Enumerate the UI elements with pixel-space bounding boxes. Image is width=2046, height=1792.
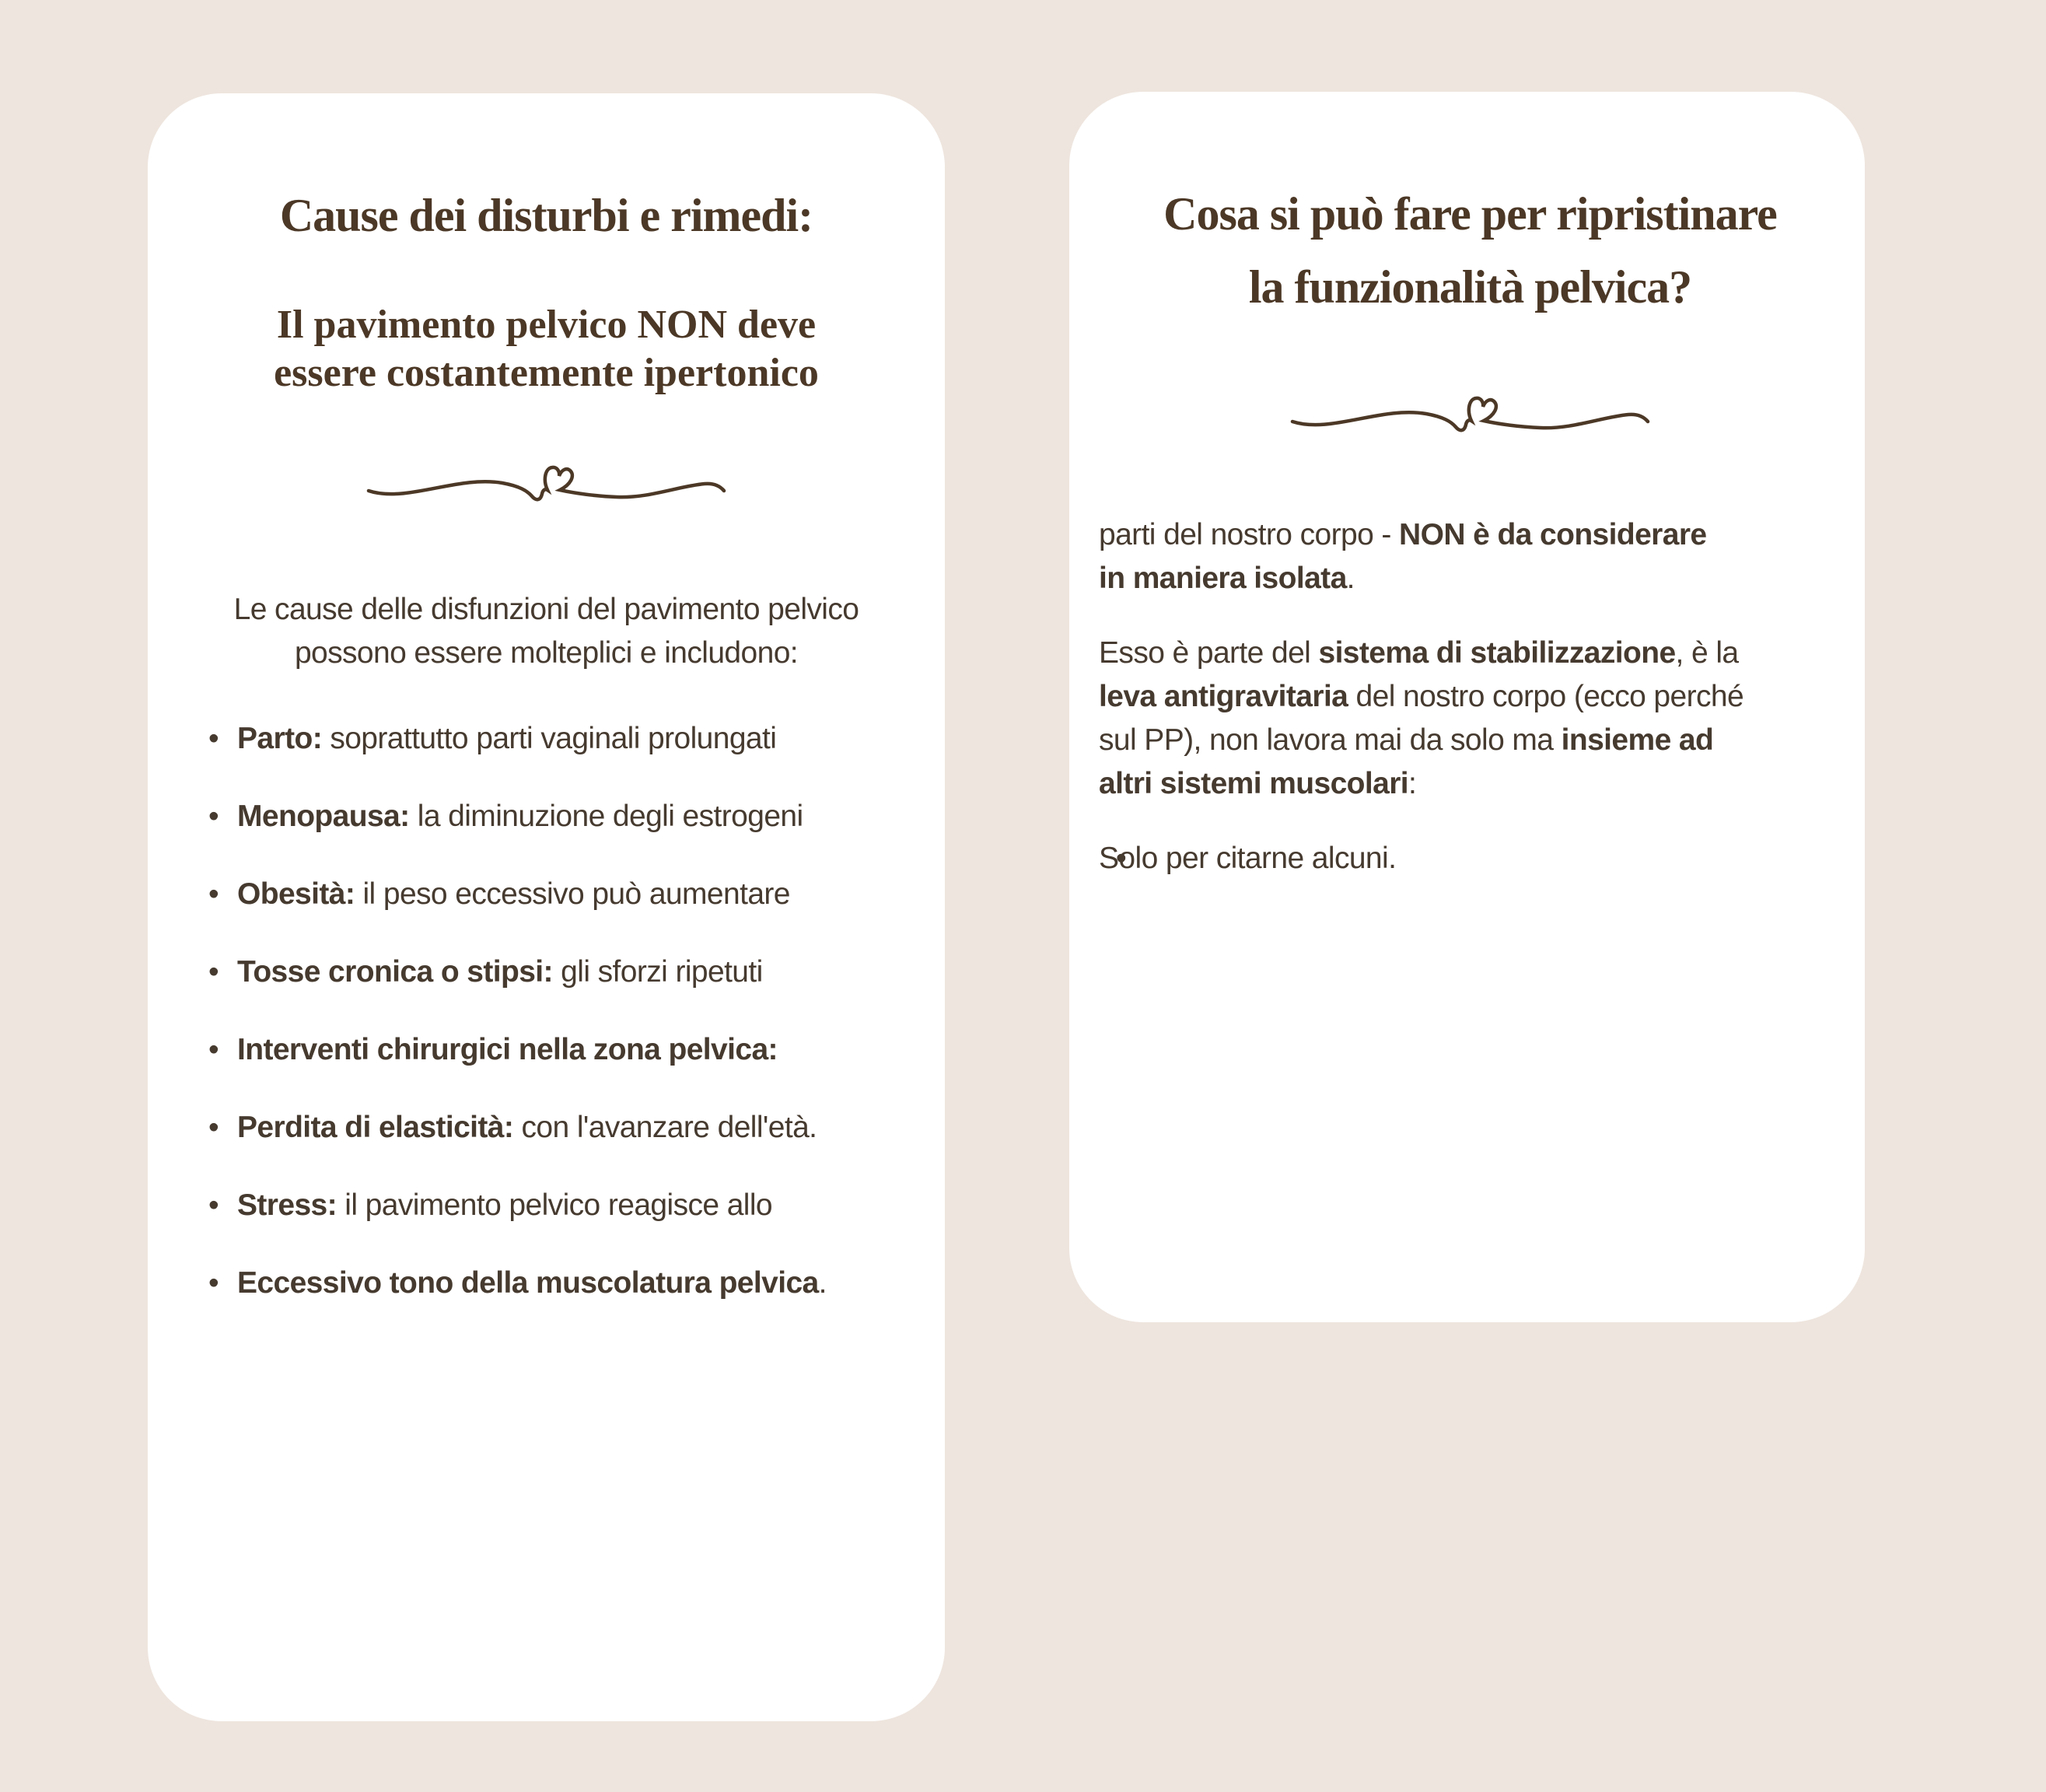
text-line: [1099, 762, 1841, 806]
text-line: essere costantemente ipertonico: [274, 351, 819, 395]
text-run: del nostro corpo (ecco perché: [1348, 680, 1744, 713]
card-subtitle: [194, 301, 898, 397]
bold-text-run: sistema di stabilizzazione: [1318, 636, 1676, 670]
bold-text-run: Perdita di elasticità:: [237, 1111, 514, 1144]
text-line: [1099, 632, 1841, 675]
bold-text-run: in maniera isolata: [1099, 562, 1347, 595]
bold-text-run: NON è da considerare: [1399, 518, 1707, 551]
text-run: gli sforzi ripetuti: [552, 955, 763, 989]
text-run: Esso è parte del: [1099, 636, 1319, 670]
causes-list: [208, 717, 898, 1305]
text-line: Solo per citarne alcuni.: [1099, 842, 1397, 875]
text-line: [1099, 719, 1841, 762]
text-line: Il pavimento pelvico NON deve: [276, 303, 817, 347]
heart-swirl-divider: [364, 452, 729, 514]
list-item: [208, 950, 898, 994]
text-line: [237, 873, 898, 916]
text-line: [237, 950, 898, 994]
stabilization-paragraph: [1099, 632, 1841, 806]
text-line: Le cause delle disfunzioni del pavimento pelvico: [233, 593, 859, 626]
text-run: soprattutto parti vaginali prolungati: [322, 722, 777, 755]
list-item: [208, 1184, 898, 1227]
text-line: [1099, 675, 1841, 719]
list-item: [208, 873, 898, 916]
list-item: [208, 1028, 898, 1072]
text-run: , è la: [1675, 636, 1739, 670]
heart-swirl-path: [369, 467, 724, 499]
list-item: [208, 1262, 898, 1305]
bold-text-run: Parto:: [237, 722, 323, 755]
bold-text-run: Eccessivo tono della muscolatura pelvica: [237, 1266, 819, 1300]
text-line: [237, 1106, 898, 1150]
text-line: [237, 1184, 898, 1227]
bold-text-run: Stress:: [237, 1188, 338, 1222]
text-run: parti del nostro corpo -: [1099, 518, 1400, 551]
text-line: [237, 717, 898, 761]
text-run: .: [1346, 562, 1355, 595]
heart-swirl-divider: [1288, 383, 1653, 445]
text-run: con l'avanzare dell'età.: [513, 1111, 817, 1144]
text-run: il pavimento pelvico reagisce allo: [337, 1188, 773, 1222]
bold-text-run: Menopausa:: [237, 800, 410, 833]
intro-paragraph: [1099, 513, 1841, 600]
text-line: [1099, 513, 1841, 557]
page-title: [194, 179, 898, 252]
bold-text-run: Interventi chirurgici nella zona pelvica:: [237, 1033, 778, 1066]
bold-text-run: Obesità:: [237, 877, 355, 911]
title-line: Cause dei disturbi e rimedi:: [279, 190, 813, 241]
closing-note: [1099, 837, 1841, 880]
text-run: .: [818, 1266, 827, 1300]
text-line: [237, 1028, 898, 1072]
bold-text-run: leva antigravitaria: [1099, 680, 1348, 713]
causes-intro: [194, 588, 898, 675]
list-item: [208, 1106, 898, 1150]
heart-swirl-path: [1292, 398, 1648, 430]
text-line: [1099, 557, 1841, 600]
list-item: [208, 717, 898, 761]
bold-text-run: insieme ad: [1561, 723, 1714, 757]
text-run: la diminuzione degli estrogeni: [409, 800, 803, 833]
left-card: [148, 93, 945, 1721]
bold-text-run: altri sistemi muscolari: [1099, 767, 1409, 800]
text-run: il peso eccessivo può aumentare: [355, 877, 790, 911]
text-line: Cosa si può fare per ripristinare: [1163, 188, 1777, 240]
text-run: sul PP), non lavora mai da solo ma: [1099, 723, 1562, 757]
text-line: [237, 1262, 898, 1305]
text-line: possono essere molteplici e includono:: [294, 636, 799, 670]
text-line: [237, 795, 898, 838]
text-line: la funzionalità pelvica?: [1248, 261, 1692, 313]
text-run: :: [1408, 767, 1417, 800]
bold-text-run: Tosse cronica o stipsi:: [237, 955, 553, 989]
page-title: [1099, 177, 1841, 324]
list-item: [208, 795, 898, 838]
right-card: [1069, 92, 1865, 1322]
